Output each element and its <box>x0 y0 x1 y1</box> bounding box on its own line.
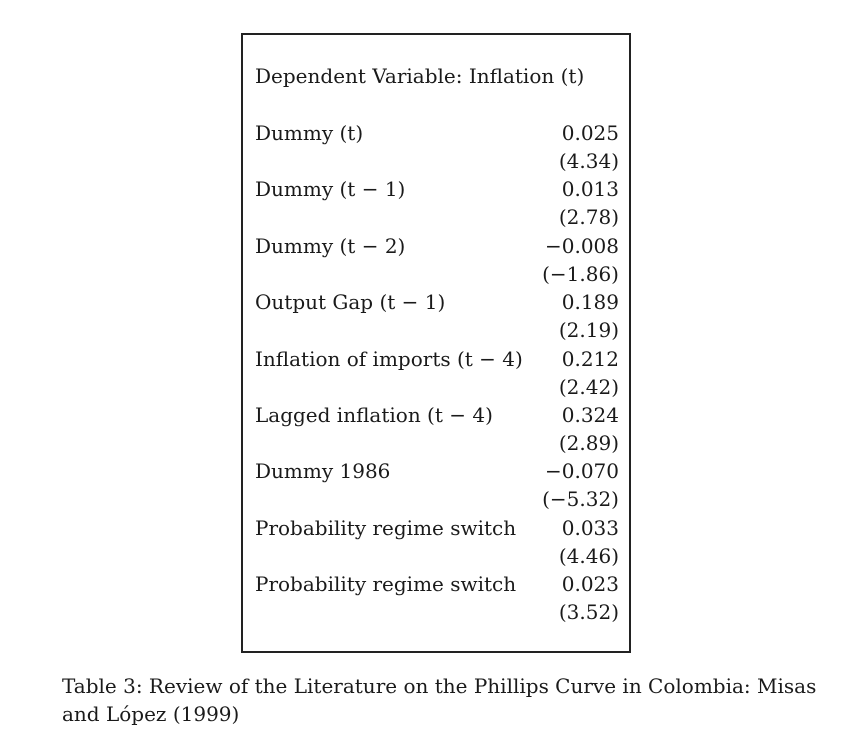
table-caption: Table 3: Review of the Literature on the Phillips Curve in Colombia: Misas and López (1999) <box>62 674 817 726</box>
coefficient-value: −0.008 <box>544 233 619 258</box>
t-statistic-value: (2.42) <box>558 374 619 399</box>
t-statistic-value: (3.52) <box>558 600 619 625</box>
t-statistic-value: (−1.86) <box>542 261 619 286</box>
table-row <box>255 288 619 344</box>
row-label: Dummy 1986 <box>255 459 391 484</box>
row-label: Dummy (t) <box>255 121 364 145</box>
row-label: Inflation of imports (t − 4) <box>255 346 523 371</box>
row-label: Output Gap (t − 1) <box>255 290 446 315</box>
table-row <box>255 570 619 626</box>
t-statistic-value: (2.89) <box>558 430 619 455</box>
coefficient-value: 0.033 <box>561 515 619 540</box>
table-row <box>255 345 619 401</box>
row-label: Lagged inflation (t − 4) <box>255 402 493 427</box>
coefficient-value: 0.023 <box>561 572 619 597</box>
table-row <box>255 232 619 288</box>
row-label: Probability regime switch <box>255 515 517 540</box>
table-row <box>255 514 619 570</box>
row-label: Probability regime switch <box>255 572 517 597</box>
regression-table <box>241 33 631 653</box>
coefficient-value: −0.070 <box>544 459 619 484</box>
table-row <box>255 401 619 457</box>
table-row <box>255 457 619 513</box>
coefficient-value: 0.025 <box>561 121 619 145</box>
table-row <box>255 175 619 231</box>
dependent-variable-header: Dependent Variable: Inflation (t) <box>255 64 585 88</box>
t-statistic-value: (4.34) <box>558 149 619 173</box>
coefficient-value: 0.189 <box>561 290 619 315</box>
coefficient-value: 0.324 <box>561 402 619 427</box>
t-statistic-value: (2.19) <box>558 318 619 343</box>
row-label: Dummy (t − 2) <box>255 233 406 258</box>
coefficient-value: 0.013 <box>561 177 619 202</box>
t-statistic-value: (4.46) <box>558 543 619 568</box>
table-row <box>255 119 619 175</box>
table-rows <box>255 119 619 627</box>
t-statistic-value: (−5.32) <box>542 487 619 512</box>
t-statistic-value: (2.78) <box>558 205 619 230</box>
coefficient-value: 0.212 <box>561 346 619 371</box>
row-label: Dummy (t − 1) <box>255 177 406 202</box>
